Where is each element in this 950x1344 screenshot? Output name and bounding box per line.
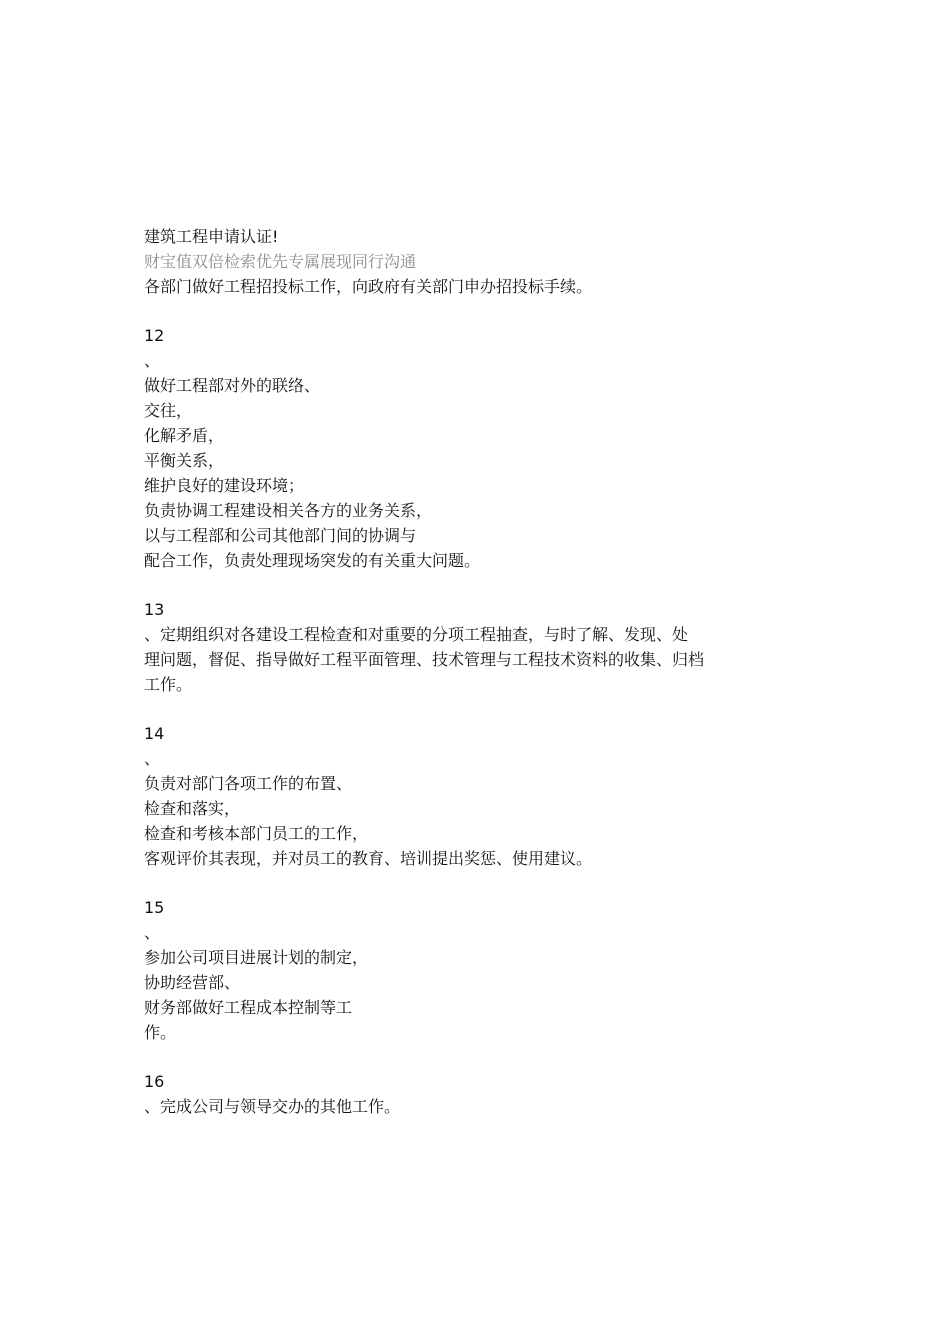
- item-line: 客观评价其表现，并对员工的教育、培训提出奖惩、使用建议。: [144, 849, 593, 868]
- item-line: 参加公司项目进展计划的制定，: [144, 948, 369, 967]
- intro-paragraph: 各部门做好工程招投标工作，向政府有关部门申办招投标手续。: [144, 277, 593, 296]
- item-line: 负责对部门各项工作的布置、: [144, 774, 353, 793]
- item-line: 配合工作，负责处理现场突发的有关重大问题。: [144, 551, 481, 570]
- item-line: 作。: [144, 1023, 177, 1042]
- item-line: 做好工程部对外的联络、: [144, 376, 321, 395]
- item-number: 14: [144, 724, 165, 743]
- item-line: 、: [144, 351, 161, 370]
- item-line: 以与工程部和公司其他部门间的协调与: [144, 526, 417, 545]
- item-line: 、: [144, 749, 161, 768]
- item-number: 16: [144, 1072, 165, 1091]
- item-line: 工作。: [144, 675, 193, 694]
- item-line: 交往，: [144, 401, 193, 420]
- item-line: 财务部做好工程成本控制等工: [144, 998, 353, 1017]
- item-line: 维护良好的建设环境；: [144, 476, 305, 495]
- item-line: 检查和落实，: [144, 799, 241, 818]
- item-number: 12: [144, 326, 165, 345]
- item-number: 13: [144, 600, 165, 619]
- item-line: 协助经营部、: [144, 973, 241, 992]
- item-line: 化解矛盾，: [144, 426, 225, 445]
- item-number: 15: [144, 898, 165, 917]
- item-line: 、定期组织对各建设工程检查和对重要的分项工程抽查，与时了解、发现、处: [144, 625, 689, 644]
- item-line: 负责协调工程建设相关各方的业务关系，: [144, 501, 433, 520]
- item-line: 理问题，督促、指导做好工程平面管理、技术管理与工程技术资料的收集、归档: [144, 650, 705, 669]
- promo-link[interactable]: 财宝值双倍检索优先专属展现同行沟通: [144, 252, 417, 271]
- document-title: 建筑工程申请认证!: [144, 227, 279, 246]
- item-line: 检查和考核本部门员工的工作，: [144, 824, 369, 843]
- item-line: 平衡关系，: [144, 451, 225, 470]
- item-line: 、: [144, 923, 161, 942]
- item-line: 、完成公司与领导交办的其他工作。: [144, 1097, 401, 1116]
